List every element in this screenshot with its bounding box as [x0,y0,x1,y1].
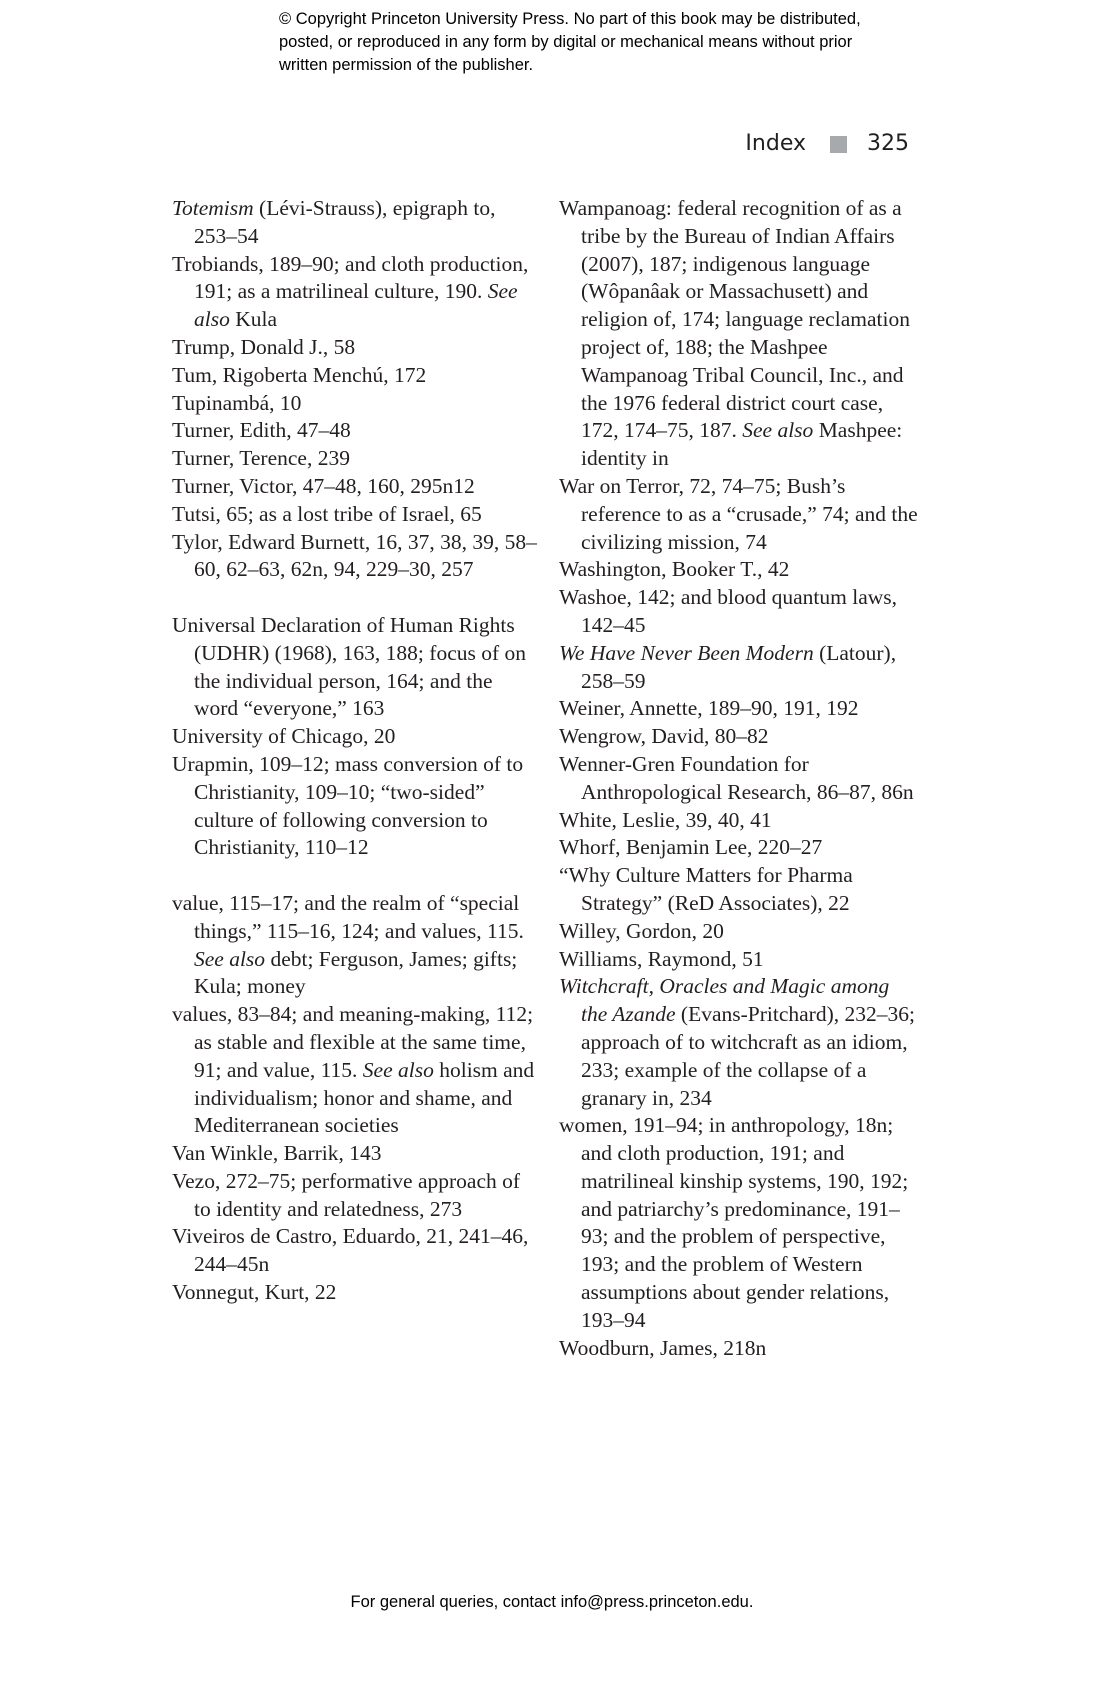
index-entry: Woodburn, James, 218n [559,1335,767,1360]
index-entry: Washington, Booker T., 42 [559,557,790,582]
index-entry: values, 83–84; and meaning-making, 112; as stable and flexible at the same time, 91; and value, 115. See also holism and individualism; honor and shame, and Mediterranean societies [172,1002,535,1138]
index-entry: Wenner-Gren Foundation for Anthropological Research, 86–87, 86n [559,751,914,804]
footer-contact: For general queries, contact info@press.princeton.edu. [350,1593,754,1611]
index-entry: Tupinambá, 10 [172,390,302,415]
index-entry: Tum, Rigoberta Menchú, 172 [172,362,427,387]
index-entry: Willey, Gordon, 20 [559,918,724,943]
index-entry: Trump, Donald J., 58 [172,334,356,359]
running-head [745,124,909,164]
letter-group-gap [172,862,542,890]
index-entry: Urapmin, 109–12; mass conversion of to Christianity, 109–10; “two-sided” culture of following conversion to Christianity, 110–12 [172,751,524,860]
index-column-right [559,195,919,1362]
index-entry: Wampanoag: federal recognition of as a tribe by the Bureau of Indian Affairs (2007), 187; indigenous language (Wôpanâak or Massachusett) and religion of, 174; language reclamation project of, 188; the Mashpee Wampanoag Tribal Council, Inc., and the 1976 federal district court case, 172, 174–75, 187. See also Mashpee: identity in [559,196,910,471]
index-entry: Vezo, 272–75; performative approach of to identity and relatedness, 273 [172,1168,521,1221]
letter-group-gap [172,584,542,612]
index-entry: White, Leslie, 39, 40, 41 [559,807,772,832]
index-entry: Tylor, Edward Burnett, 16, 37, 38, 39, 58–60, 62–63, 62n, 94, 229–30, 257 [172,529,537,582]
index-entry: War on Terror, 72, 74–75; Bush’s reference to as a “crusade,” 74; and the civilizing mission, 74 [559,473,918,554]
index-entry: women, 191–94; in anthropology, 18n; and cloth production, 191; and matrilineal kinship systems, 190, 192; and patriarchy’s predominance, 191–93; and the problem of perspective, 193; and the problem of Western assumptions about gender relations, 193–94 [559,1113,909,1332]
index-entry: Turner, Terence, 239 [172,446,350,471]
index-entry: Vonnegut, Kurt, 22 [172,1280,337,1305]
gray-square-ornament [830,136,847,153]
index-entry: Witchcraft, Oracles and Magic among the Azande (Evans-Pritchard), 232–36; approach of to witchcraft as an idiom, 233; example of the collapse of a granary in, 234 [559,974,915,1110]
index-entry: Turner, Edith, 47–48 [172,418,351,443]
index-entry: Weiner, Annette, 189–90, 191, 192 [559,696,859,721]
copyright-notice: © Copyright Princeton University Press. No part of this book may be distributed, posted, or reproduced in any form by digital or mechanical means without prior written permission of the publisher. [279,10,861,74]
index-entry: We Have Never Been Modern (Latour), 258–59 [559,640,897,693]
section-title: Index [745,131,806,156]
index-entry: Turner, Victor, 47–48, 160, 295n12 [172,473,475,498]
page-number: 325 [867,131,909,156]
index-entry: value, 115–17; and the realm of “special things,” 115–16, 124; and values, 115. See also debt; Ferguson, James; gifts; Kula; money [172,890,524,999]
index-entry: University of Chicago, 20 [172,724,396,749]
index-entry: Totemism (Lévi-Strauss), epigraph to, 253–54 [172,196,496,248]
index-entry: Viveiros de Castro, Eduardo, 21, 241–46, 244–45n [172,1224,529,1277]
index-entry: Trobiands, 189–90; and cloth production, 191; as a matrilineal culture, 190. See also Kula [172,251,529,332]
index-entry: Tutsi, 65; as a lost tribe of Israel, 65 [172,501,482,526]
index-entry: Universal Declaration of Human Rights (UDHR) (1968), 163, 188; focus of on the individual person, 164; and the word “everyone,” 163 [172,612,527,721]
index-entry: Wengrow, David, 80–82 [559,724,769,749]
index-entry: Williams, Raymond, 51 [559,946,764,971]
index-entry: Washoe, 142; and blood quantum laws, 142–45 [559,585,898,637]
index-column-left [172,195,542,1307]
index-entry: Whorf, Benjamin Lee, 220–27 [559,835,823,860]
index-entry: Van Winkle, Barrik, 143 [172,1141,382,1166]
index-entry: “Why Culture Matters for Pharma Strategy” (ReD Associates), 22 [559,863,853,915]
